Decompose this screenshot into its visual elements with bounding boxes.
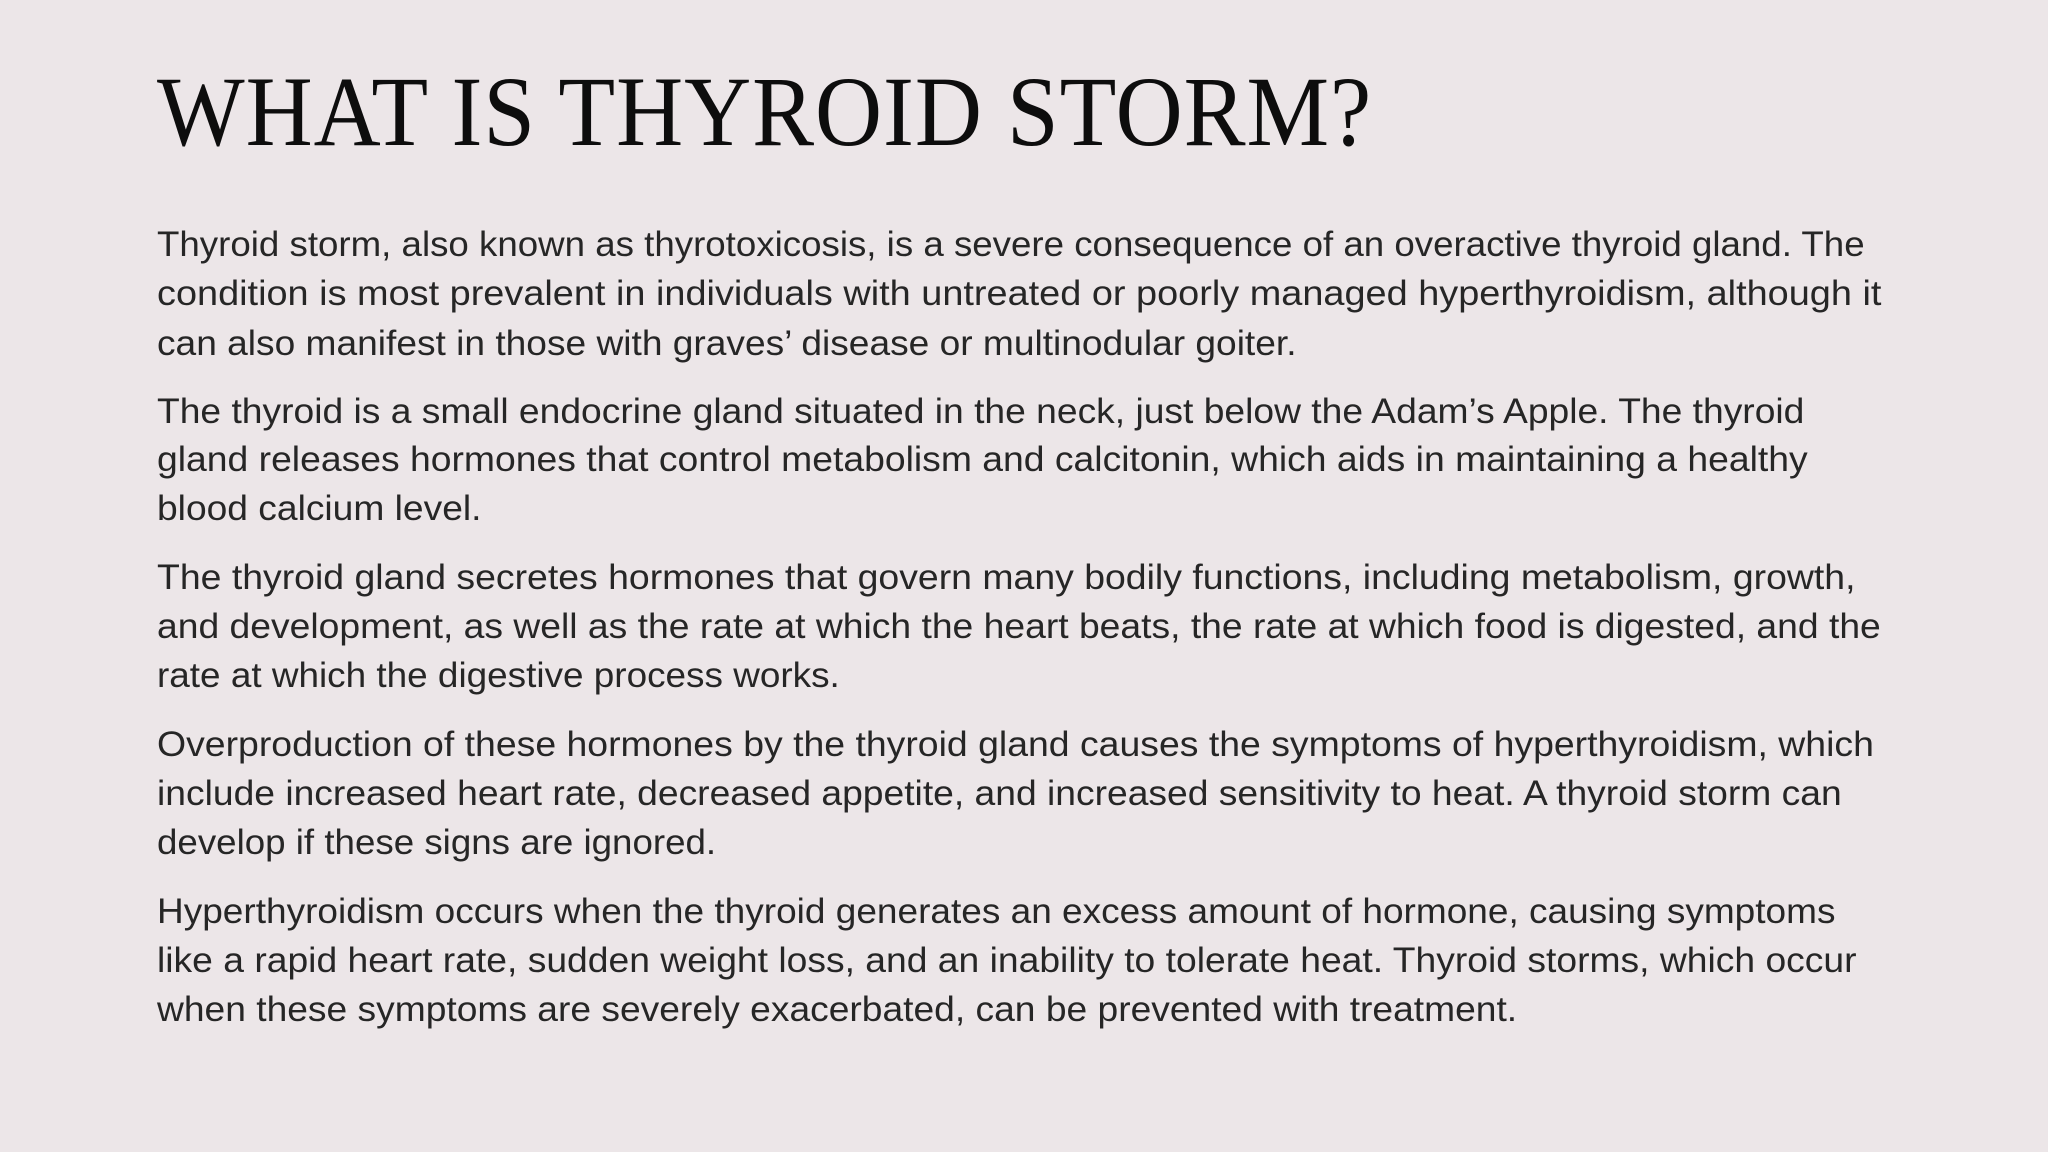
paragraph-line: The thyroid gland secretes hormones that govern many bodily functions, including metabolism, growth, [157, 558, 1856, 597]
paragraph-line: Overproduction of these hormones by the thyroid gland causes the symptoms of hyperthyroidism, which [157, 725, 1874, 764]
paragraph-line: rate at which the digestive process works. [157, 656, 840, 695]
paragraph-line: Thyroid storm, also known as thyrotoxicosis, is a severe consequence of an overactive thyroid gland. The [157, 225, 1865, 264]
paragraph-line: like a rapid heart rate, sudden weight loss, and an inability to tolerate heat. Thyroid storms, which occur [157, 941, 1857, 980]
paragraph-line: The thyroid is a small endocrine gland situated in the neck, just below the Adam’s Apple. The thyroid [157, 392, 1805, 431]
paragraph-line: gland releases hormones that control metabolism and calcitonin, which aids in maintaining a healthy [157, 440, 1808, 479]
paragraph-line: and development, as well as the rate at which the heart beats, the rate at which food is digested, and the [157, 607, 1881, 646]
slide-title: WHAT IS THYROID STORM? [157, 56, 1373, 167]
paragraph-line: when these symptoms are severely exacerbated, can be prevented with treatment. [157, 990, 1518, 1029]
paragraph-line: can also manifest in those with graves’ disease or multinodular goiter. [157, 324, 1297, 363]
paragraph-line: condition is most prevalent in individuals with untreated or poorly managed hyperthyroidism, although it [157, 274, 1882, 313]
paragraph-line: develop if these signs are ignored. [157, 823, 717, 862]
paragraph-line: Hyperthyroidism occurs when the thyroid generates an excess amount of hormone, causing symptoms [157, 892, 1836, 931]
paragraph-line: include increased heart rate, decreased appetite, and increased sensitivity to heat. A thyroid storm can [157, 774, 1842, 813]
paragraph-line: blood calcium level. [157, 489, 482, 528]
